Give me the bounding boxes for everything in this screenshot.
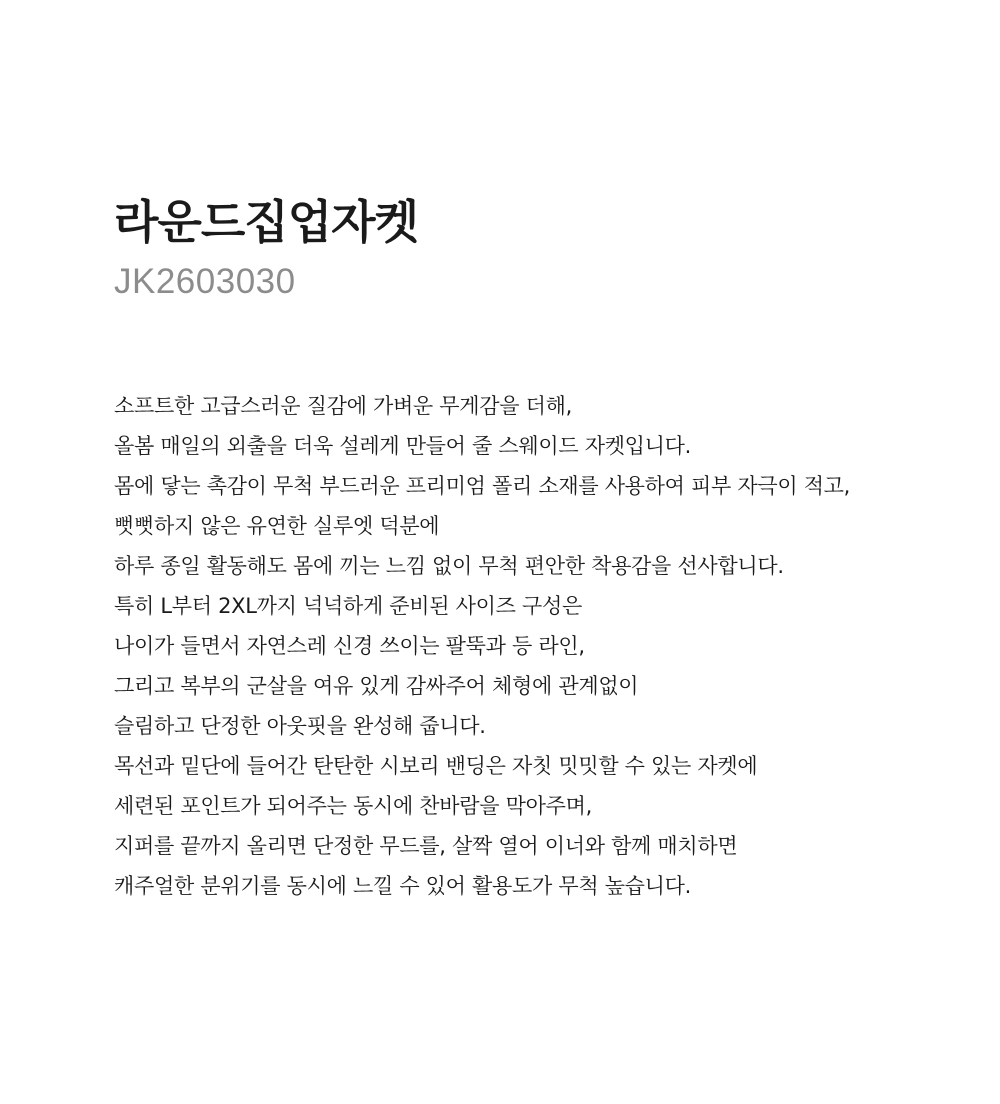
- description-line: 뻣뻣하지 않은 유연한 실루엣 덕분에: [114, 514, 440, 538]
- description-line: 지퍼를 끝까지 올리면 단정한 무드를, 살짝 열어 이너와 함께 매치하면: [114, 834, 738, 858]
- description-line: 그리고 복부의 군살을 여유 있게 감싸주어 체형에 관계없이: [114, 674, 639, 698]
- product-detail: [114, 188, 974, 906]
- description-line: 올봄 매일의 외출을 더욱 설레게 만들어 줄 스웨이드 자켓입니다.: [114, 434, 692, 458]
- description-line: 하루 종일 활동해도 몸에 끼는 느낌 없이 무척 편안한 착용감을 선사합니다.: [114, 554, 784, 578]
- description-line: 특히 L부터 2XL까지 넉넉하게 준비된 사이즈 구성은: [114, 594, 582, 618]
- product-title: 라운드집업자켓: [114, 195, 419, 249]
- description-line: 목선과 밑단에 들어간 탄탄한 시보리 밴딩은 자칫 밋밋할 수 있는 자켓에: [114, 754, 758, 778]
- description-line: 소프트한 고급스러운 질감에 가벼운 무게감을 더해,: [114, 394, 572, 418]
- description-line: 세련된 포인트가 되어주는 동시에 찬바람을 막아주며,: [114, 794, 592, 818]
- product-code: JK2603030: [114, 262, 296, 301]
- description-line: 몸에 닿는 촉감이 무척 부드러운 프리미엄 폴리 소재를 사용하여 피부 자극이 적고,: [114, 474, 851, 498]
- description-line: 캐주얼한 분위기를 동시에 느낄 수 있어 활용도가 무척 높습니다.: [114, 874, 692, 898]
- description-line: 슬림하고 단정한 아웃핏을 완성해 줍니다.: [114, 714, 486, 738]
- description-line: 나이가 들면서 자연스레 신경 쓰이는 팔뚝과 등 라인,: [114, 634, 585, 658]
- product-description: [114, 386, 974, 906]
